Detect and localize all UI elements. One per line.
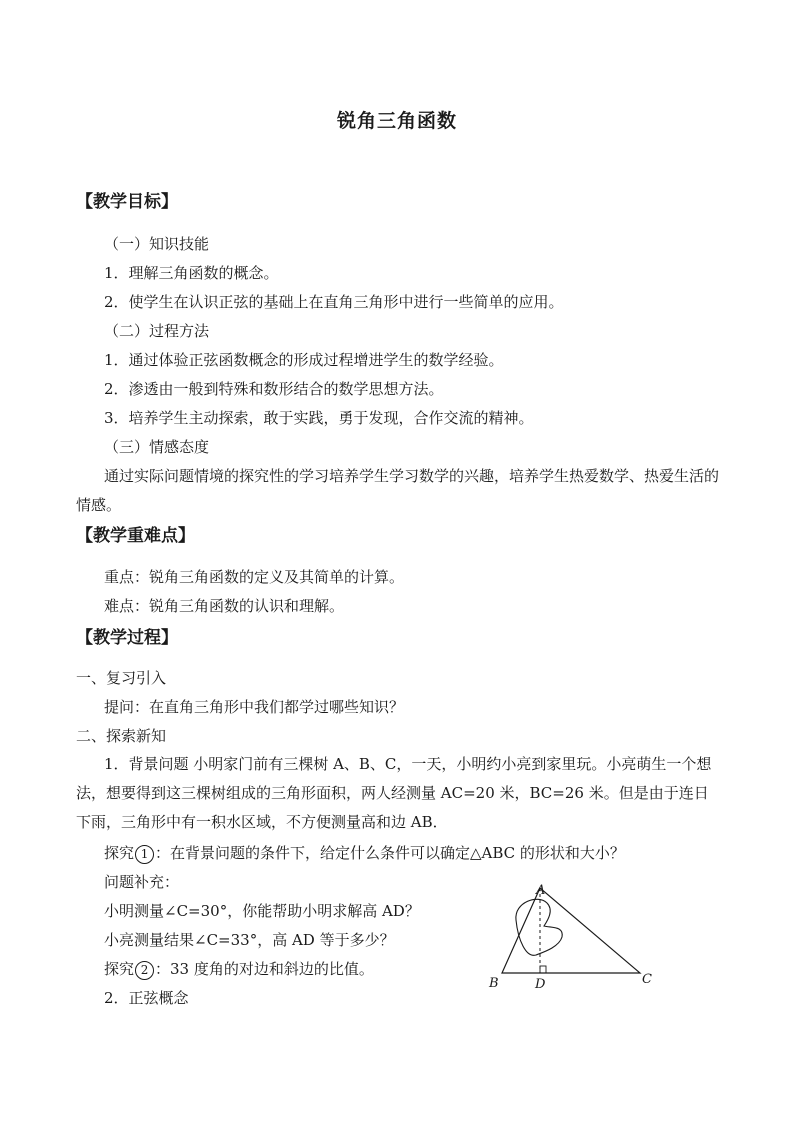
triangle-abc xyxy=(502,888,640,973)
right-angle-mark xyxy=(540,966,546,973)
inquiry-1-prefix: 探究 xyxy=(104,844,135,862)
process-item-1: 1．通过体验正弦函数概念的形成过程增进学生的数学经验。 xyxy=(104,351,504,369)
inquiry-1-text: ：在背景问题的条件下，给定什么条件可以确定△ABC 的形状和大小？ xyxy=(155,844,625,862)
inquiry-2-number: 2 xyxy=(135,961,154,980)
difficult-point-text: 难点：锐角三角函数的认识和理解。 xyxy=(104,597,345,615)
inquiry-1-number: 1 xyxy=(135,845,154,864)
sine-concept-label: 2．正弦概念 xyxy=(104,989,189,1007)
ming-question: 小明测量∠C=30°，你能帮助小明求解高 AD？ xyxy=(104,902,420,920)
key-points-heading: 【教学重难点】 xyxy=(76,526,195,546)
inquiry-2 xyxy=(104,959,374,980)
knowledge-item-2: 2．使学生在认识正弦的基础上在直角三角形中进行一些简单的应用。 xyxy=(104,293,564,311)
label-b: B xyxy=(489,976,499,991)
label-d: D xyxy=(535,977,546,992)
inquiry-1 xyxy=(104,843,625,864)
knowledge-label: （一）知识技能 xyxy=(104,235,210,253)
inquiry-2-text: ：33 度角的对边和斜边的比值。 xyxy=(155,960,374,978)
emotion-text: 通过实际问题情境的探究性的学习培养学生学习数学的兴趣，培养学生热爱数学、热爱生活的情感。 xyxy=(76,467,720,514)
background-problem: 1．背景问题 小明家门前有三棵树 A、B、C，一天，小明约小亮到家里玩。小亮萌生一个想法，想要得到这三棵树组成的三角形面积，两人经测量 AC=20 米，BC=26 米。但是由于连日下雨，三角形中有一积水区域，不方便测量高和边 AB． xyxy=(76,755,712,831)
key-point-text: 重点：锐角三角函数的定义及其简单的计算。 xyxy=(104,568,405,586)
liang-question: 小亮测量结果∠C=33°，高 AD 等于多少？ xyxy=(104,931,395,949)
objectives-heading: 【教学目标】 xyxy=(76,192,178,212)
process-section-heading: 【教学过程】 xyxy=(76,628,178,648)
review-label: 一、复习引入 xyxy=(76,669,167,687)
process-item-3: 3．培养学生主动探索，敢于实践，勇于发现，合作交流的精神。 xyxy=(104,409,534,427)
process-label: （二）过程方法 xyxy=(104,322,210,340)
review-question: 提问：在直角三角形中我们都学过哪些知识？ xyxy=(104,698,405,716)
page-title: 锐角三角函数 xyxy=(336,110,457,132)
process-item-2: 2．渗透由一般到特殊和数形结合的数学思想方法。 xyxy=(104,380,444,398)
triangle-figure xyxy=(480,880,660,995)
label-c: C xyxy=(642,972,652,987)
inquiry-2-prefix: 探究 xyxy=(104,960,135,978)
knowledge-item-1: 1．理解三角函数的概念。 xyxy=(104,264,279,282)
supplement-label: 问题补充： xyxy=(104,873,180,891)
explore-label: 二、探索新知 xyxy=(76,727,167,745)
emotion-label: （三）情感态度 xyxy=(104,438,210,456)
label-a: A xyxy=(536,883,546,898)
